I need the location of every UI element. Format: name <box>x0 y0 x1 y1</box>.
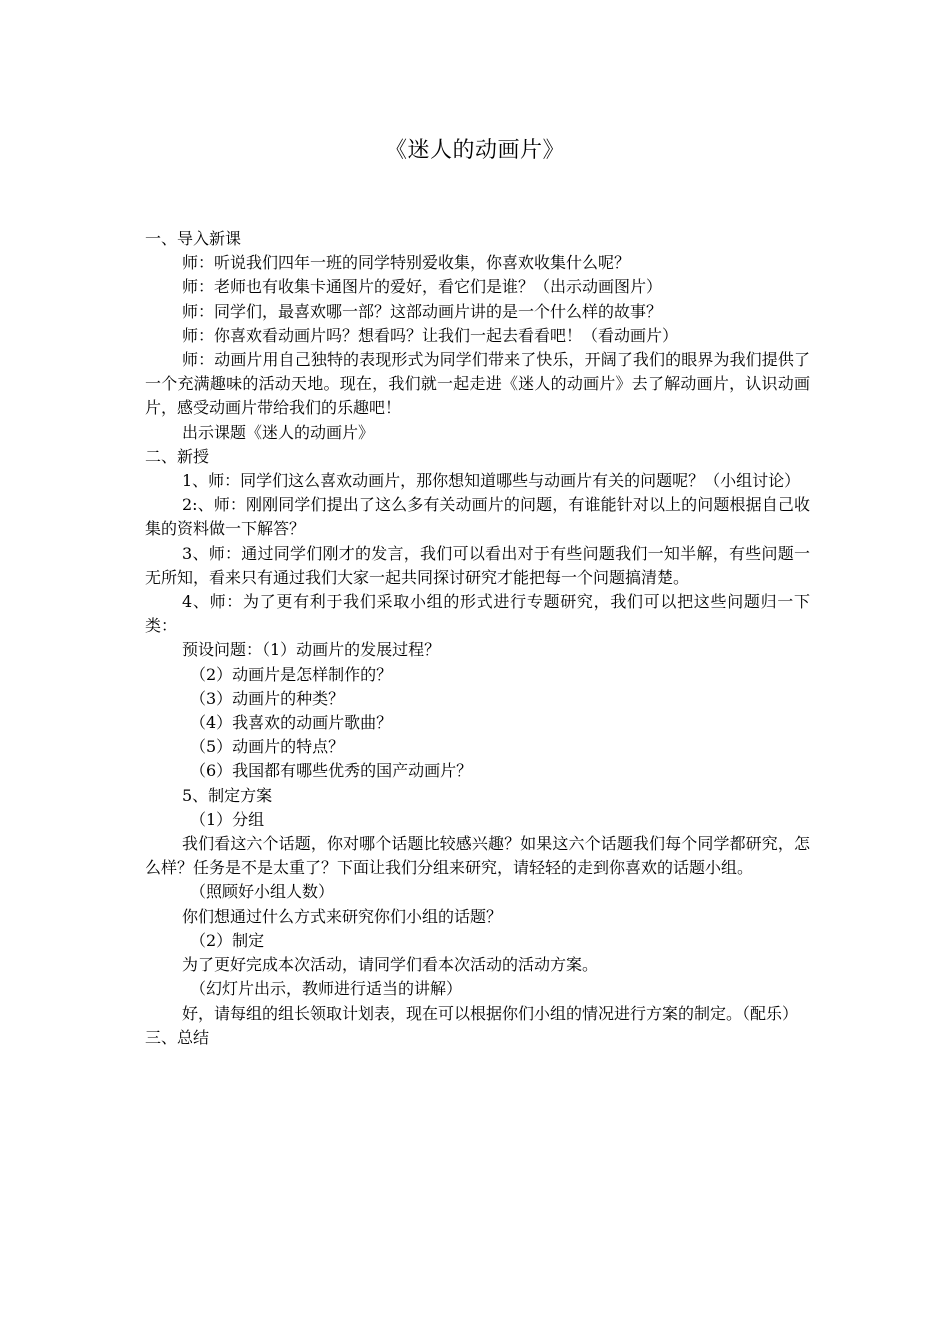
section-heading-new-lesson: 二、新授 <box>145 446 210 466</box>
paragraph: 出示课题《迷人的动画片》 <box>182 422 375 442</box>
paragraph: 5、制定方案 <box>182 785 273 805</box>
document-title: 《迷人的动画片》 <box>384 138 565 163</box>
list-item: （3）动画片的种类？ <box>190 688 345 708</box>
paragraph: 师：你喜欢看动画片吗？想看吗？让我们一起去看看吧！（看动画片） <box>182 325 679 345</box>
document-body <box>145 227 810 1050</box>
list-item: （5）动画片的特点？ <box>190 737 345 757</box>
paragraph: 我们看这六个话题，你对哪个话题比较感兴趣？如果这六个话题我们每个同学都研究，怎么样？任务是不是太重了？下面让我们分组来研究，请轻轻的走到你喜欢的话题小组。 <box>145 834 810 878</box>
paragraph: 1、师：同学们这么喜欢动画片，那你想知道哪些与动画片有关的问题呢？（小组讨论） <box>182 471 801 491</box>
list-item: （6）我国都有哪些优秀的国产动画片？ <box>190 761 473 781</box>
paragraph: 师：动画片用自己独特的表现形式为同学们带来了快乐，开阔了我们的眼界为我们提供了一个充满趣味的活动天地。现在，我们就一起走进《迷人的动画片》去了解动画片，认识动画片，感受动画片带给我们的乐趣吧！ <box>145 350 810 418</box>
paragraph: （幻灯片出示，教师进行适当的讲解） <box>190 979 463 999</box>
list-item: （4）我喜欢的动画片歌曲？ <box>190 713 393 733</box>
paragraph: 2:、师：刚刚同学们提出了这么多有关动画片的问题，有谁能针对以上的问题根据自己收集的资料做一下解答？ <box>145 495 810 539</box>
paragraph: 预设问题：（1）动画片的发展过程？ <box>182 640 441 660</box>
section-heading-summary: 三、总结 <box>145 1027 210 1047</box>
paragraph: 你们想通过什么方式来研究你们小组的话题？ <box>182 906 503 926</box>
paragraph: 师：听说我们四年一班的同学特别爱收集，你喜欢收集什么呢？ <box>182 253 631 273</box>
paragraph: 3、师：通过同学们刚才的发言，我们可以看出对于有些问题我们一知半解，有些问题一无所知，看来只有通过我们大家一起共同探讨研究才能把每一个问题搞清楚。 <box>145 543 810 587</box>
paragraph: 师：老师也有收集卡通图片的爱好，看它们是谁？（出示动画图片） <box>182 277 663 297</box>
list-item: （2）制定 <box>190 930 265 950</box>
section-heading-intro: 一、导入新课 <box>145 229 242 248</box>
paragraph: 为了更好完成本次活动，请同学们看本次活动的活动方案。 <box>182 955 599 975</box>
list-item: （2）动画片是怎样制作的？ <box>190 664 393 684</box>
paragraph: 4、师：为了更有利于我们采取小组的形式进行专题研究，我们可以把这些问题归一下类： <box>145 592 810 636</box>
paragraph: 好，请每组的组长领取计划表，现在可以根据你们小组的情况进行方案的制定。（配乐） <box>182 1003 799 1023</box>
paragraph: 师：同学们，最喜欢哪一部？这部动画片讲的是一个什么样的故事？ <box>182 301 663 321</box>
list-item: （1）分组 <box>190 809 265 829</box>
paragraph: （照顾好小组人数） <box>190 882 335 902</box>
